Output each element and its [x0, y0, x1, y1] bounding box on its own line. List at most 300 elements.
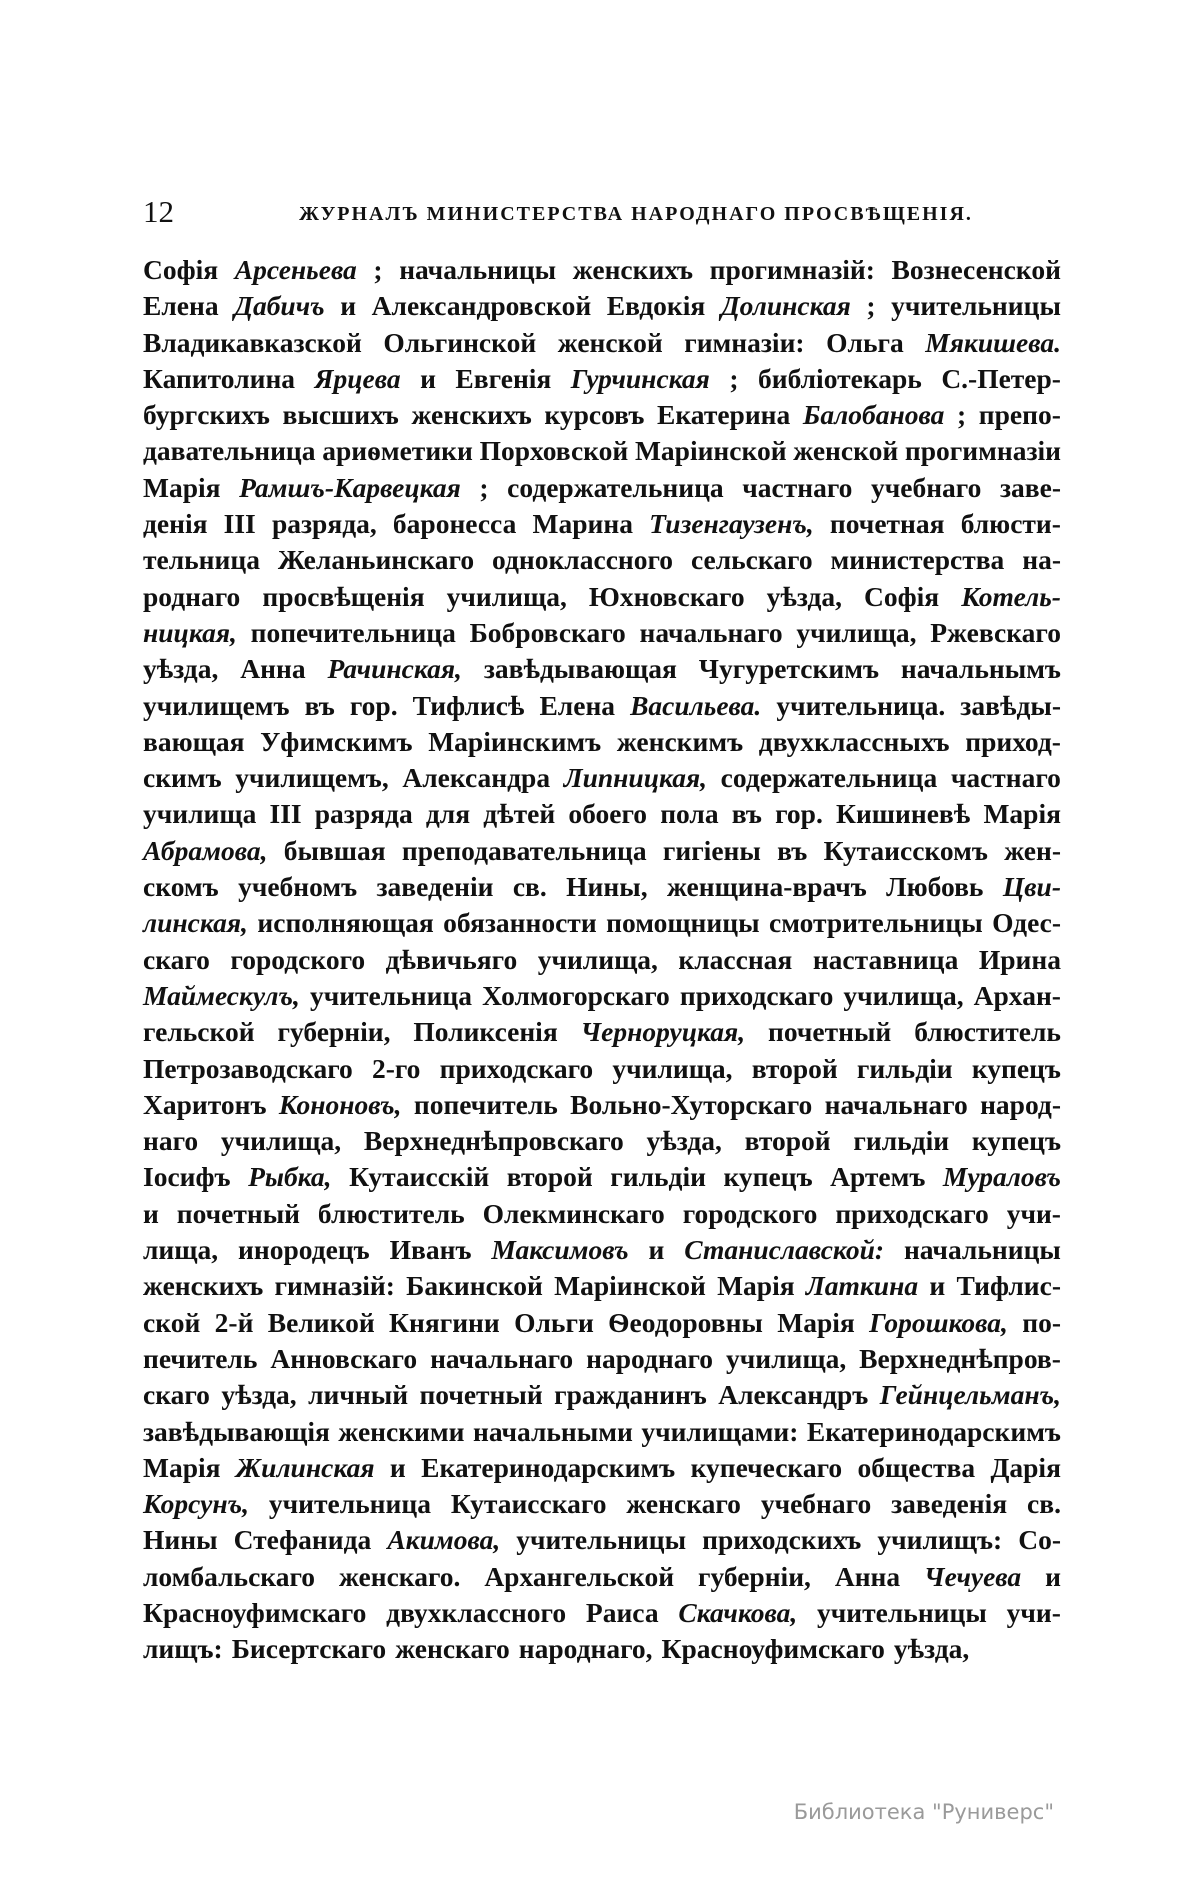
word: училищъ: — [877, 1524, 1003, 1556]
word: гигіены — [662, 834, 761, 866]
word: начальнымъ — [900, 653, 1061, 685]
word: учебнаго — [760, 1488, 872, 1520]
body-text — [143, 252, 1061, 1668]
italic-name: Корсунъ, — [143, 1488, 249, 1520]
text-line — [143, 1123, 1061, 1159]
word: разряда, — [271, 508, 377, 540]
word: и — [929, 1270, 946, 1302]
word: городского — [230, 943, 366, 975]
word: двухклассныхъ — [758, 725, 950, 757]
word: Красноуфимскаго — [661, 1633, 885, 1665]
italic-name: Латкина — [805, 1270, 919, 1302]
word: помощницы — [606, 907, 760, 939]
italic-name: Жилинская — [235, 1451, 375, 1483]
italic-name: линская, — [143, 907, 248, 939]
word: заведеніи — [376, 871, 494, 903]
text-line — [143, 724, 1061, 760]
word: училища, — [726, 1342, 847, 1374]
word: гор. — [775, 798, 823, 830]
word: начальнаго — [430, 1342, 574, 1374]
word: Елена — [143, 290, 219, 322]
word: приходскаго — [679, 979, 834, 1011]
text-line — [143, 1631, 1061, 1667]
text-line — [143, 1559, 1061, 1595]
word: народ- — [980, 1088, 1061, 1120]
word: Екатерина — [657, 399, 791, 431]
text-line — [143, 1450, 1061, 1486]
word: уѣзда, — [646, 1125, 722, 1157]
word: Евгенія — [455, 362, 552, 394]
text-line — [143, 1522, 1061, 1558]
page-header — [143, 192, 1063, 232]
word: лищъ: — [143, 1633, 223, 1665]
text-line — [143, 688, 1061, 724]
italic-name: Балобанова — [802, 399, 945, 431]
word: Маріинской — [634, 435, 787, 467]
word: для — [425, 798, 471, 830]
word: Евдокія — [606, 290, 706, 322]
word: и — [389, 1451, 406, 1483]
word: приход- — [965, 725, 1061, 757]
word: Великой — [267, 1306, 375, 1338]
word: Юхновскаго — [588, 580, 745, 612]
word: учительница — [309, 979, 473, 1011]
word: учи- — [1006, 1197, 1061, 1229]
word: заве- — [999, 471, 1061, 503]
word: начальницы — [903, 1234, 1061, 1266]
italic-name: Липницкая, — [563, 762, 708, 794]
word: скаго — [143, 943, 210, 975]
word: приходскаго — [835, 1197, 989, 1229]
word: уѣзда, — [143, 653, 219, 685]
word: смотрительницы — [769, 907, 983, 939]
word: одноклассного — [492, 544, 674, 576]
word: городского — [682, 1197, 818, 1229]
word: Кутаисскаго — [450, 1488, 607, 1520]
word: прогимназіи — [904, 435, 1061, 467]
word: второй — [506, 1161, 593, 1193]
word: 2-го — [371, 1052, 421, 1084]
word: и — [340, 290, 357, 322]
word: 2-й — [214, 1306, 254, 1338]
word: Ирина — [978, 943, 1061, 975]
library-watermark: Библиотека "Руниверс" — [793, 1800, 1054, 1824]
text-line — [143, 1159, 1061, 1195]
word: и — [143, 1197, 159, 1229]
word: Александръ — [718, 1379, 869, 1411]
word: женской — [557, 326, 663, 358]
word: приходскаго — [439, 1052, 594, 1084]
word: въ — [731, 798, 762, 830]
word: Дарія — [990, 1451, 1061, 1483]
word: училища, — [796, 616, 917, 648]
italic-name: Рыбка, — [248, 1161, 332, 1193]
italic-name: Чечуева — [924, 1560, 1022, 1592]
italic-name: Гейнцельманъ, — [879, 1379, 1061, 1411]
word: Марина — [532, 508, 633, 540]
word: Архан- — [973, 979, 1061, 1011]
text-line — [143, 833, 1061, 869]
word: Иванъ — [389, 1234, 472, 1266]
text-line — [143, 397, 1061, 433]
text-line — [143, 796, 1061, 832]
word: Любовь — [886, 871, 984, 903]
word: училища, — [446, 580, 567, 612]
word: ; — [373, 254, 383, 285]
word: прогимназій: — [709, 254, 875, 285]
word: и — [648, 1234, 665, 1266]
word: Вознесенской — [891, 254, 1061, 285]
word: Марія — [143, 1451, 221, 1483]
word: завѣдывающія — [143, 1415, 330, 1447]
word: почетный — [768, 1016, 892, 1048]
word: сельскаго — [690, 544, 813, 576]
text-line — [143, 1087, 1061, 1123]
word: содержательница — [720, 762, 938, 794]
italic-name: Дабичъ — [234, 290, 325, 322]
running-head: ЖУРНАЛЪ МИНИСТЕРСТВА НАРОДНАГО ПРОСВѢЩЕНІЯ. — [299, 203, 973, 225]
word: Кишиневѣ — [836, 798, 971, 830]
word: гор. — [349, 689, 398, 721]
word: ариѳметики — [322, 435, 473, 467]
word: Раиса — [585, 1596, 659, 1628]
word: Ольгинской — [383, 326, 537, 358]
word: женскаго — [626, 1488, 741, 1520]
word: училищемъ — [143, 689, 290, 721]
word: высшихъ — [282, 399, 399, 431]
word: ; — [956, 399, 967, 431]
word: Красноуфимскаго — [143, 1596, 367, 1628]
text-line — [143, 1305, 1061, 1341]
word: учительницы — [817, 1596, 987, 1628]
word: по- — [1022, 1306, 1061, 1338]
word: Кутаисскій — [349, 1161, 490, 1193]
text-line — [143, 470, 1061, 506]
italic-name: Станиславской: — [684, 1234, 885, 1266]
word: личный — [308, 1379, 409, 1411]
italic-name: Ярцева — [314, 362, 401, 394]
italic-name: Максимовъ — [491, 1234, 629, 1266]
word: женскаго — [395, 1633, 510, 1665]
word: уѣзда, — [893, 1633, 970, 1665]
word: учебнаго — [871, 471, 982, 503]
word: второй — [744, 1125, 831, 1157]
word: Бобровскаго — [469, 616, 626, 648]
word: Ольга — [826, 326, 904, 358]
text-line — [143, 506, 1061, 542]
italic-name: Маймескулъ, — [143, 979, 300, 1011]
word: Софія — [143, 254, 219, 285]
word: общества — [857, 1451, 976, 1483]
text-line — [143, 1232, 1061, 1268]
word: Софія — [864, 580, 940, 612]
word: въ — [304, 689, 335, 721]
word: Княгини — [389, 1306, 500, 1338]
text-line — [143, 869, 1061, 905]
word: училища — [143, 798, 257, 830]
italic-name: Рачинская, — [327, 653, 462, 685]
word: министерства — [830, 544, 1005, 576]
word: Александровской — [371, 290, 592, 322]
italic-name: ницкая, — [143, 616, 237, 648]
word: Марія — [143, 471, 221, 503]
word: купеческаго — [690, 1451, 843, 1483]
text-line — [143, 1341, 1061, 1377]
word: Одес- — [992, 907, 1061, 939]
text-line — [143, 361, 1061, 397]
word: Марія — [777, 1306, 855, 1338]
word: Нины, — [566, 871, 648, 903]
word: учительницы — [516, 1524, 687, 1556]
word: женскаго. — [338, 1560, 461, 1592]
word: Владикавказской — [143, 326, 362, 358]
word: скаго — [143, 1379, 210, 1411]
text-line — [143, 651, 1061, 687]
word: второй — [751, 1052, 838, 1084]
text-line — [143, 1377, 1061, 1413]
word: народнаго — [586, 1342, 714, 1374]
word: Тифлис- — [956, 1270, 1061, 1302]
word: исполняющая — [257, 907, 434, 939]
word: Порховской — [479, 435, 629, 467]
word: начальнаго — [824, 1088, 968, 1120]
word: Нины — [143, 1524, 218, 1556]
word: Чугуретскимъ — [698, 653, 879, 685]
word: губерніи, — [277, 1016, 391, 1048]
word: бургскихъ — [143, 399, 270, 431]
word: Желаньинскаго — [277, 544, 475, 576]
word: обоего — [568, 798, 648, 830]
italic-name: Рамшъ-Карвецкая — [239, 471, 461, 503]
word: содержательница — [507, 471, 724, 503]
word: Ольги — [514, 1306, 594, 1338]
word: гильдіи — [853, 1125, 950, 1157]
word: курсовъ — [544, 399, 645, 431]
word: дѣвичьяго — [385, 943, 518, 975]
word: ской — [143, 1306, 201, 1338]
word: уѣзда, — [766, 580, 842, 612]
word: просвѣщенія — [262, 580, 425, 612]
word: и — [420, 362, 436, 394]
word: двухклассного — [386, 1596, 567, 1628]
word: училища, — [220, 1125, 342, 1157]
text-line — [143, 325, 1061, 361]
word: почетная — [829, 508, 945, 540]
word: попечитель — [413, 1088, 558, 1120]
word: Архангельской — [484, 1560, 675, 1592]
word: обязанности — [443, 907, 597, 939]
word: Іосифъ — [143, 1161, 231, 1193]
text-line — [143, 615, 1061, 651]
word: учительница. — [776, 689, 946, 721]
italic-name: Гурчинская — [570, 362, 710, 394]
word: училища, — [843, 979, 964, 1011]
word: ; — [479, 471, 489, 503]
word: С.-Петер- — [941, 362, 1061, 394]
word: учи- — [1006, 1596, 1061, 1628]
word: губерніи, — [697, 1560, 811, 1592]
word: Ржевскаго — [930, 616, 1061, 648]
word: Александра — [402, 762, 551, 794]
text-line — [143, 1268, 1061, 1304]
word: баронесса — [392, 508, 517, 540]
word: женщина-врачъ — [666, 871, 867, 903]
word: Со- — [1018, 1524, 1061, 1556]
word: Холмогорскаго — [482, 979, 670, 1011]
word: Вольно-Хуторскаго — [570, 1088, 813, 1120]
word: св. — [512, 871, 547, 903]
word: III — [269, 798, 302, 830]
word: Бакинской — [406, 1270, 543, 1302]
italic-name: Долинская — [720, 290, 851, 322]
word: Уфимскимъ — [260, 725, 413, 757]
word: купецъ — [723, 1161, 813, 1193]
text-line — [143, 1014, 1061, 1050]
word: Елена — [539, 689, 616, 721]
italic-name: Котель- — [961, 580, 1061, 612]
word: блюститель — [914, 1016, 1061, 1048]
word: почетный — [419, 1379, 543, 1411]
word: гимназіи: — [684, 326, 805, 358]
word: пола — [660, 798, 719, 830]
word: Тифлисѣ — [412, 689, 525, 721]
word: преподавательница — [401, 834, 647, 866]
word: купецъ — [971, 1125, 1061, 1157]
word: денія — [143, 508, 208, 540]
word: Марія — [983, 798, 1061, 830]
word: гражданинъ — [554, 1379, 707, 1411]
word: приходскихъ — [702, 1524, 862, 1556]
word: начальнаго — [639, 616, 783, 648]
word: скимъ — [143, 762, 222, 794]
word: св. — [1027, 1488, 1061, 1520]
text-line — [143, 1486, 1061, 1522]
italic-name: Васильева. — [630, 689, 762, 721]
word: Верхнеднѣпровскаго — [363, 1125, 624, 1157]
italic-name: Цви- — [1002, 871, 1061, 903]
text-line — [143, 760, 1061, 796]
word: купецъ — [971, 1052, 1061, 1084]
word: женскихъ — [143, 1270, 264, 1302]
word: учительницы — [891, 290, 1061, 322]
word: Петрозаводскаго — [143, 1052, 353, 1084]
word: бывшая — [283, 834, 386, 866]
word: заведенія — [891, 1488, 1008, 1520]
word: ; — [729, 362, 739, 394]
word: учительница — [268, 1488, 431, 1520]
word: попечительница — [250, 616, 456, 648]
italic-name: Арсеньева — [234, 254, 357, 285]
word: завѣды- — [960, 689, 1061, 721]
word: классная — [678, 943, 793, 975]
word: наго — [143, 1125, 199, 1157]
word: Анна — [834, 1560, 901, 1592]
word: наставница — [812, 943, 959, 975]
word: давательница — [143, 435, 316, 467]
text-line — [143, 905, 1061, 941]
word: женскими — [338, 1415, 465, 1447]
word: гельской — [143, 1016, 255, 1048]
italic-name: Черноруцкая, — [580, 1016, 746, 1048]
text-line — [143, 1051, 1061, 1087]
word: училищами: — [641, 1415, 799, 1447]
text-line — [143, 1414, 1061, 1450]
italic-name: Скачкова, — [678, 1596, 798, 1628]
text-line — [143, 579, 1061, 615]
word: Екатеринодарскимъ — [421, 1451, 676, 1483]
word: и — [1045, 1560, 1061, 1592]
word: училищемъ, — [235, 762, 389, 794]
page-number: 12 — [143, 194, 174, 229]
word: Кутаисскомъ — [823, 834, 988, 866]
text-line — [143, 942, 1061, 978]
word: ; — [866, 290, 876, 322]
word: училища, — [537, 943, 658, 975]
word: Анна — [240, 653, 306, 685]
word: Олекминскаго — [482, 1197, 665, 1229]
word: въ — [777, 834, 808, 866]
word: почетный — [176, 1197, 301, 1229]
italic-name: Акимова, — [387, 1524, 501, 1556]
word: тельница — [143, 544, 260, 576]
word: гимназій: — [274, 1270, 395, 1302]
text-line — [143, 1196, 1061, 1232]
word: начальными — [472, 1415, 633, 1447]
word: учебномъ — [238, 871, 358, 903]
word: библіотекарь — [757, 362, 922, 394]
word: жен- — [1004, 834, 1061, 866]
word: роднаго — [143, 580, 241, 612]
text-line — [143, 288, 1061, 324]
word: препо- — [978, 399, 1061, 431]
italic-name: Кононовъ, — [278, 1088, 402, 1120]
word: ломбальскаго — [143, 1560, 316, 1592]
word: Капитолина — [143, 362, 296, 394]
text-line — [143, 978, 1061, 1014]
word: инородецъ — [238, 1234, 370, 1266]
word: вающая — [143, 725, 245, 757]
word: начальницы — [399, 254, 557, 285]
word: блюститель — [317, 1197, 465, 1229]
word: печитель — [143, 1342, 258, 1374]
text-line — [143, 252, 1061, 288]
word: III — [223, 508, 256, 540]
word: частнаго — [742, 471, 853, 503]
text-line — [143, 1595, 1061, 1631]
word: гильдіи — [856, 1052, 953, 1084]
word: женскимъ — [616, 725, 744, 757]
text-line — [143, 433, 1061, 469]
word: Харитонъ — [143, 1088, 267, 1120]
word: женской — [793, 435, 899, 467]
word: на- — [1022, 544, 1061, 576]
italic-name: Горошкова, — [869, 1306, 1008, 1338]
word: Анновскаго — [270, 1342, 418, 1374]
word: женскихъ — [411, 399, 532, 431]
word: блюсти- — [960, 508, 1061, 540]
word: Бисертскаго — [231, 1633, 387, 1665]
word: уѣзда, — [221, 1379, 297, 1411]
word: женскихъ — [572, 254, 694, 285]
italic-name: Мураловъ — [942, 1161, 1061, 1193]
word: Маріинскимъ — [428, 725, 602, 757]
word: училища, — [612, 1052, 733, 1084]
word: завѣдывающая — [483, 653, 677, 685]
italic-name: Мякишева. — [925, 326, 1061, 358]
word: скомъ — [143, 871, 219, 903]
word: Ѳеодоровны — [608, 1306, 763, 1338]
word: Стефанида — [233, 1524, 372, 1556]
